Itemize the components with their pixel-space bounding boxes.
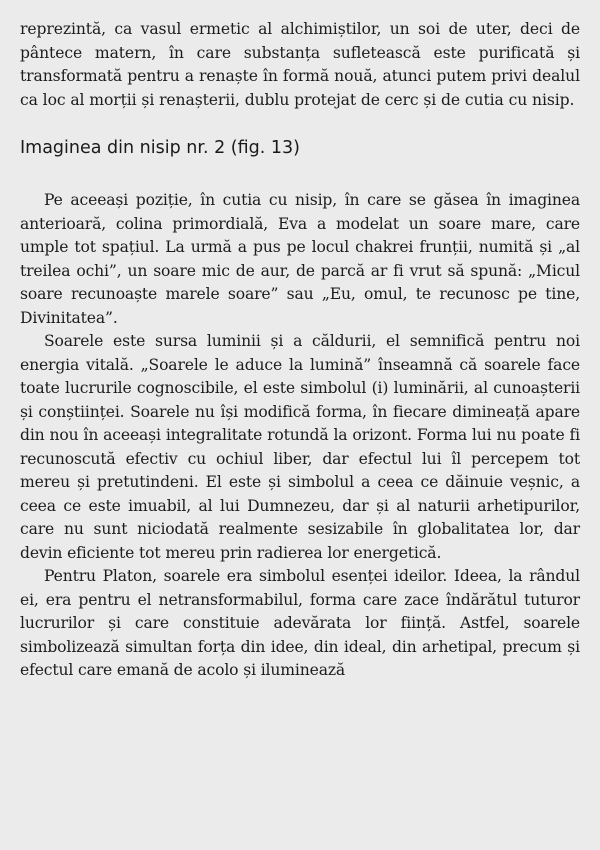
body-paragraph-3: Pentru Platon, soarele era simbolul esenței ideilor. Ideea, la rândul ei, era pentru el netransformabilul, forma care zace îndărătul tuturor lucrurilor și care constituie adevărata lor ființă. Astfel, soarele simbolizează simultan forța din idee, din ideal, din arhetipal, precum și efectul care emană de acolo și iluminează	[20, 567, 580, 679]
body-paragraph-2: Soarele este sursa luminii și a căldurii, el semnifică pentru noi energia vitală. „Soarele le aduce la lumină” înseamnă că soarele face toate lucrurile cognoscibile, el este simbolul (i) luminării, al cunoașterii și conștiinței. Soarele nu își modifică forma, în fiecare dimineață apare din nou în aceeași integralitate rotundă la orizont. Forma lui nu poate fi recunoscută efectiv cu ochiul liber, dar efectul lui îl percepem tot mereu și pretutindeni. El este și simbolul a ceea ce dăinuie veșnic, a ceea ce este imuabil, al lui Dumnezeu, dar și al naturii arhetipurilor, care nu sunt niciodată realmente sesizabile în globalitatea lor, dar devin eficiente tot mereu prin radierea lor energetică.	[20, 332, 580, 562]
section-body	[20, 189, 580, 683]
section-heading: Imaginea din nisip nr. 2 (fig. 13)	[20, 138, 300, 158]
intro-block	[20, 18, 580, 112]
body-paragraph-1: Pe aceeași poziție, în cutia cu nisip, în care se găsea în imaginea anterioară, colina primordială, Eva a modelat un soare mare, care umple tot spațiul. La urmă a pus pe locul chakrei frunții, numită și „al treilea ochi”, un soare mic de aur, de parcă ar fi vrut să spună: „Micul soare recunoaște marele soare” sau „Eu, omul, te recunosc pe tine, Divinitatea”.	[20, 191, 580, 327]
intro-paragraph: reprezintă, ca vasul ermetic al alchimiștilor, un soi de uter, deci de pântece matern, în care substanța sufletească este purificată și transformată pentru a renaște în formă nouă, atunci putem privi dealul ca loc al morții și renașterii, dublu protejat de cerc și de cutia cu nisip.	[20, 20, 580, 109]
